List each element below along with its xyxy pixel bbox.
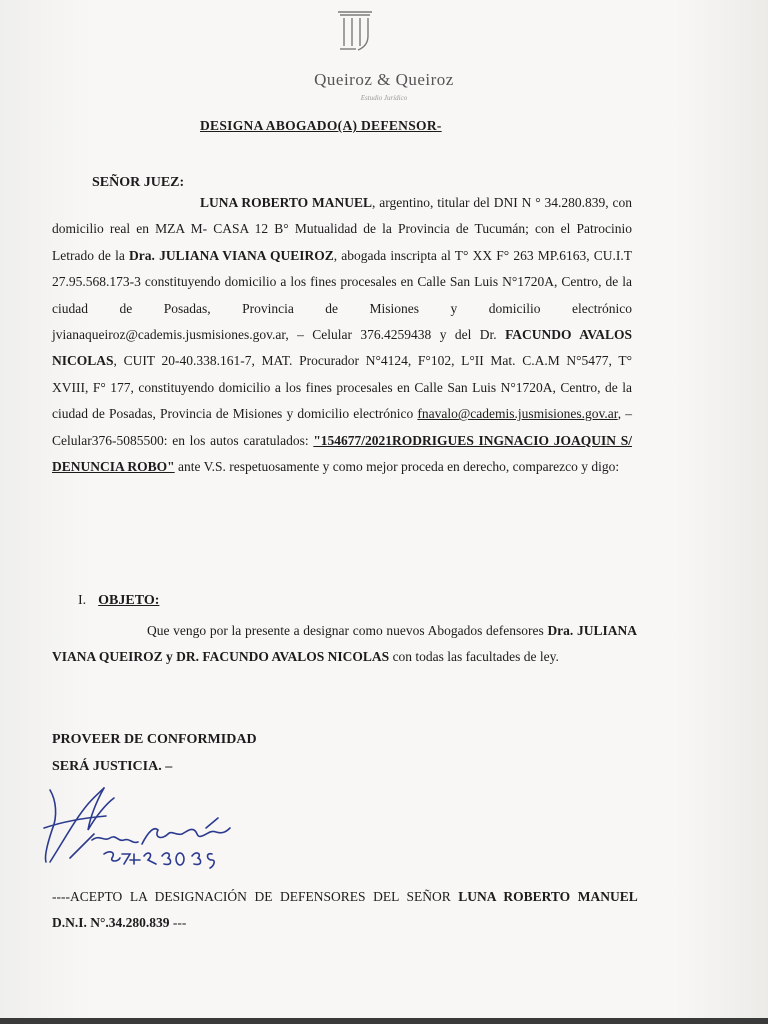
lawyer-2-email: fnavalo@cademis.jusmisiones.gov.ar: [417, 406, 618, 422]
acceptance-name: LUNA ROBERTO MANUEL: [458, 889, 638, 904]
firm-subtitle: Estudio Jurídico: [360, 94, 408, 102]
acceptance-prefix: ----ACEPTO LA DESIGNACIÓN DE DEFENSORES DEL SEÑOR: [52, 889, 459, 904]
petition-text-4: , – Celular376-5085500: en los autos caratulados:: [52, 406, 632, 448]
acceptance-dni: D.N.I. N°.34.280.839: [52, 915, 170, 931]
petition-text-1: , argentino, titular del DNI N ° 34.280.839, con domicilio real en MZA M- CASA 12 B° Mutualidad de la Provincia de Tucumán; con el Patrocinio Letrado de la: [52, 195, 632, 263]
objeto-paragraph: [52, 618, 637, 671]
firm-name: Queiroz & Queiroz: [314, 70, 454, 89]
closing-line-2: SERÁ JUSTICIA. –: [52, 759, 173, 774]
salutation: SEÑOR JUEZ:: [92, 175, 185, 190]
page-edge-strip: [0, 1018, 768, 1024]
petition-paragraph: [52, 190, 632, 480]
handwritten-signature: [30, 770, 260, 880]
case-title: "154677/2021RODRIGUES INGNACIO JOAQUIN S/ DENUNCIA ROBO": [52, 432, 633, 475]
designated-lawyers: Dra. JULIANA VIANA QUEIROZ y DR. FACUNDO AVALOS NICOLAS: [52, 623, 637, 665]
objeto-text-intro: Que vengo por la presente a designar como nuevos Abogados defensores: [147, 623, 548, 638]
petitioner-name: LUNA ROBERTO MANUEL: [200, 195, 373, 210]
document-heading: DESIGNA ABOGADO(A) DEFENSOR-: [200, 118, 442, 133]
section-objeto-heading: [78, 593, 159, 609]
lawyer-2-name: FACUNDO AVALOS NICOLAS: [52, 327, 632, 369]
section-number: I.: [78, 593, 87, 608]
lawyer-1-name: Dra. JULIANA VIANA QUEIROZ: [129, 247, 334, 263]
acceptance-suffix: ---: [169, 915, 187, 931]
acceptance-statement: [52, 884, 637, 937]
section-title: OBJETO:: [98, 593, 160, 608]
petition-text-5: ante V.S. respetuosamente y como mejor proceda en derecho, comparezco y digo:: [174, 459, 620, 475]
columns-logo-icon: [330, 6, 380, 58]
petition-text-2: , abogada inscripta al T° XX F° 263 MP.6163, CU.I.T 27.95.568.173-3 constituyendo domicilio a los fines procesales en Calle San Luis N°1720A, Centro, de la ciudad de Posadas, Provincia de Misiones y domicilio electrónico jvianaqueiroz@cademis.jusmisiones.gov.ar, – Celular 376.4259438 y del Dr.: [52, 247, 632, 343]
closing-line-1: PROVEER DE CONFORMIDAD: [52, 732, 257, 747]
objeto-text-end: con todas las facultades de ley.: [389, 649, 559, 665]
petition-text-3: , CUIT 20-40.338.161-7, MAT. Procurador N°4124, F°102, L°II Mat. C.A.M N°5477, T° XVIII, F° 177, constituyendo domicilio a los fines procesales en Calle San Luis N°1720A, Centro, de la ciudad de Posadas, Provincia de Misiones y domicilio electrónico: [52, 353, 632, 422]
